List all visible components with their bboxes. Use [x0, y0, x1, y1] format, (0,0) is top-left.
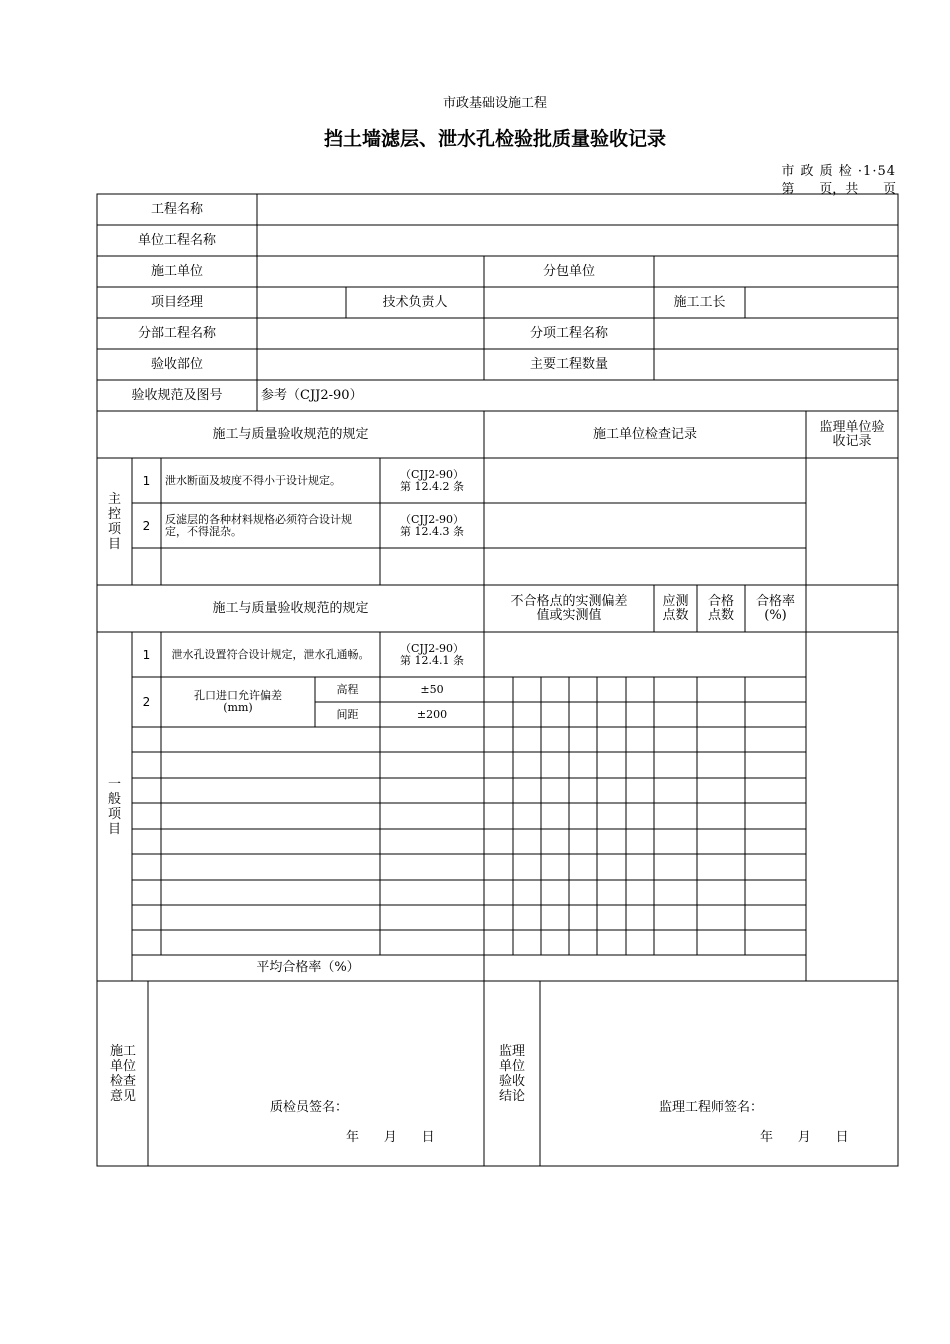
- main-control-group-label: 主控项目: [107, 491, 121, 552]
- general-item-2-text: 孔口进口允许偏差(mm): [194, 689, 282, 714]
- engineer-sign-label: 监理工程师签名：: [659, 1100, 764, 1115]
- unit-project-field[interactable]: [257, 225, 898, 256]
- main-item-1-no: 1: [142, 473, 151, 488]
- general-col-should: 应测点数: [662, 593, 689, 623]
- construction-date: 年 月 日: [346, 1130, 435, 1145]
- main-item-1-text: 泄水断面及坡度不得小于设计规定。: [165, 473, 341, 487]
- general-col-spec: 施工与质量验收规范的规定: [212, 600, 369, 616]
- main-item-2-record[interactable]: [484, 503, 806, 548]
- foreman-field[interactable]: [745, 287, 898, 318]
- spec-value: 参考（CJJ2-90）: [261, 387, 363, 403]
- avg-rate-field[interactable]: [484, 955, 806, 981]
- general-col-measured: 不合格点的实测偏差值或实测值: [510, 593, 628, 623]
- tech-lead-label: 技术负责人: [382, 294, 448, 310]
- general-item-2-tol1: ±50: [420, 682, 444, 696]
- construction-unit-field[interactable]: [257, 256, 484, 287]
- general-item-2-sub1: 高程: [336, 682, 359, 696]
- general-col-rate: 合格率(%): [755, 593, 795, 623]
- avg-rate-label: 平均合格率（%）: [256, 960, 360, 975]
- general-item-1-record[interactable]: [484, 632, 806, 677]
- project-name-field[interactable]: [257, 194, 898, 225]
- form-title: 挡土墙滤层、泄水孔检验批质量验收记录: [323, 128, 666, 150]
- page-info: 第 页，共 页: [781, 182, 896, 197]
- foreman-label: 施工工长: [673, 294, 726, 310]
- subitem-label: 分项工程名称: [529, 325, 608, 341]
- category-header: 市政基础设施工程: [442, 96, 547, 111]
- construction-unit-label: 施工单位: [150, 263, 203, 279]
- main-item-2-text: 反滤层的各种材料规格必须符合设计规定，不得混杂。: [165, 512, 352, 538]
- subcontract-unit-field[interactable]: [654, 256, 898, 287]
- tech-lead-field[interactable]: [484, 287, 654, 318]
- main-col-record: 施工单位检查记录: [592, 426, 697, 442]
- main-item-2-no: 2: [142, 518, 151, 533]
- general-col-pass: 合格点数: [707, 593, 734, 623]
- main-item-1-ref: （CJJ2-90）第 12.4.2 条: [400, 467, 464, 493]
- general-group-label: 一般项目: [107, 776, 121, 837]
- main-item-2-ref: （CJJ2-90）第 12.4.3 条: [400, 512, 464, 538]
- project-manager-field[interactable]: [257, 287, 346, 318]
- general-item-2-sub2: 间距: [336, 707, 359, 721]
- general-item-2-tol2: ±200: [416, 707, 448, 721]
- construction-opinion-label: 施工单位检查意见: [109, 1043, 136, 1104]
- general-supervision-field[interactable]: [806, 585, 898, 981]
- inspection-part-label: 验收部位: [150, 356, 203, 372]
- project-name-label: 工程名称: [150, 201, 203, 217]
- main-item-1-record[interactable]: [484, 458, 806, 503]
- main-quantity-field[interactable]: [654, 349, 898, 380]
- main-quantity-label: 主要工程数量: [529, 356, 608, 372]
- main-col-supervision: 监理单位验收记录: [819, 419, 885, 449]
- general-item-1-ref: （CJJ2-90）第 12.4.1 条: [400, 641, 464, 667]
- supervision-date: 年 月 日: [760, 1130, 849, 1145]
- inspection-part-field[interactable]: [257, 349, 484, 380]
- spec-label: 验收规范及图号: [131, 387, 223, 403]
- main-supervision-field[interactable]: [806, 458, 898, 585]
- general-item-1-text: 泄水孔设置符合设计规定，泄水孔通畅。: [171, 647, 370, 661]
- general-item-2-no: 2: [142, 695, 151, 709]
- general-item-1-no: 1: [142, 647, 151, 662]
- division-label: 分部工程名称: [137, 325, 216, 341]
- division-field[interactable]: [257, 318, 484, 349]
- inspector-sign-label: 质检员签名：: [270, 1100, 349, 1115]
- project-manager-label: 项目经理: [150, 294, 203, 310]
- form-code: 市 政 质 检 ·1·54: [781, 164, 896, 179]
- subitem-field[interactable]: [654, 318, 898, 349]
- main-col-spec: 施工与质量验收规范的规定: [212, 426, 369, 442]
- supervision-conclusion-label: 监理单位验收结论: [498, 1043, 525, 1104]
- unit-project-label: 单位工程名称: [137, 232, 216, 248]
- subcontract-unit-label: 分包单位: [542, 263, 595, 279]
